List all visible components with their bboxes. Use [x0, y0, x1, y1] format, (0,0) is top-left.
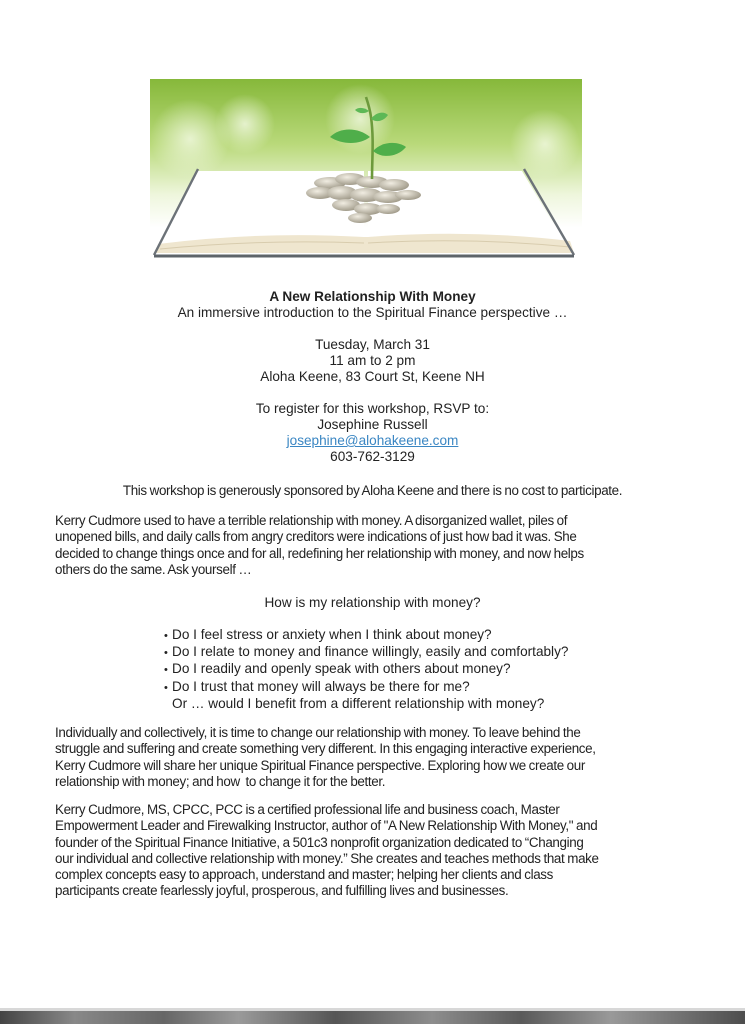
rsvp-email-row	[0, 433, 745, 449]
paragraph-line: our individual and collective relationship with money.” She creates and teaches methods that make	[55, 850, 599, 866]
paragraph-line: participants create fearlessly joyful, prosperous, and fulfilling lives and businesses.	[55, 883, 509, 899]
event-title: A New Relationship With Money	[269, 289, 476, 304]
paragraph-line: relationship with money; and how to change it for the better.	[55, 773, 386, 789]
list-item-text: Do I readily and openly speak with others about money?	[172, 661, 511, 677]
list-item	[164, 644, 568, 661]
event-location: Aloha Keene, 83 Court St, Keene NH	[260, 369, 485, 384]
change-paragraph	[55, 725, 685, 790]
event-time: 11 am to 2 pm	[329, 353, 416, 368]
paragraph-line: founder of the Spiritual Finance Initiative, a 501c3 nonprofit organization dedicated to “Changing	[55, 834, 584, 850]
bokeh-light	[510, 109, 580, 179]
rsvp-contact-name: Josephine Russell	[317, 417, 428, 432]
rsvp-intro: To register for this workshop, RSVP to:	[255, 401, 490, 416]
paragraph-line: Kerry Cudmore, MS, CPCC, PCC is a certified professional life and business coach, Master	[55, 802, 560, 817]
paragraph-line: struggle and suffering and create something very different. In this engaging interactive experience,	[55, 741, 596, 757]
paragraph-line: Kerry Cudmore will share her unique Spiritual Finance perspective. Exploring how we create our	[55, 757, 585, 773]
paragraph-line: unopened bills, and daily calls from angry creditors were indications of just how bad it was. She	[55, 529, 577, 545]
list-item-text: Do I feel stress or anxiety when I think about money?	[172, 627, 492, 642]
reflection-question: How is my relationship with money?	[264, 595, 481, 610]
paragraph-line: Kerry Cudmore used to have a terrible relationship with money. A disorganized wallet, piles of	[55, 513, 568, 528]
bullet-marker: •	[164, 664, 168, 677]
question-list	[164, 627, 568, 712]
bullet-marker: •	[164, 681, 168, 694]
paragraph-line: decided to change things once and for all, redefining her relationship with money, and now helps	[55, 545, 584, 561]
scan-edge-shadow	[0, 1011, 745, 1024]
list-item-text: Do I relate to money and finance willingly, easily and comfortably?	[172, 644, 569, 660]
list-continuation: Or … would I benefit from a different relationship with money?	[172, 695, 545, 711]
rsvp-email-link[interactable]: josephine@alohakeene.com	[286, 433, 459, 448]
paragraph-line: complex concepts easy to approach, understand and master; helping her clients and class	[55, 867, 553, 883]
sponsor-line: This workshop is generously sponsored by Aloha Keene and there is no cost to participate.	[122, 483, 623, 498]
bullet-marker: •	[164, 647, 168, 660]
paragraph-line: Individually and collectively, it is time to change our relationship with money. To leave behind the	[55, 725, 581, 740]
event-subtitle: An immersive introduction to the Spiritual Finance perspective …	[177, 305, 568, 320]
bio-paragraph	[55, 802, 685, 900]
bokeh-light	[215, 94, 275, 154]
bullet-marker: •	[164, 630, 168, 642]
rsvp-phone: 603-762-3129	[330, 449, 415, 464]
story-paragraph	[55, 513, 685, 578]
list-item	[164, 679, 568, 696]
list-item	[164, 627, 568, 644]
hero-image	[150, 79, 582, 265]
paragraph-line: others do the same. Ask yourself …	[55, 561, 252, 577]
list-item	[164, 661, 568, 678]
paragraph-line: Empowerment Leader and Firewalking Instructor, author of "A New Relationship With Money," and	[55, 818, 598, 834]
book-coins-sapling-illustration	[150, 79, 582, 265]
event-date: Tuesday, March 31	[315, 337, 430, 352]
bokeh-light	[325, 84, 395, 154]
list-item-text: Do I trust that money will always be there for me?	[172, 678, 470, 694]
